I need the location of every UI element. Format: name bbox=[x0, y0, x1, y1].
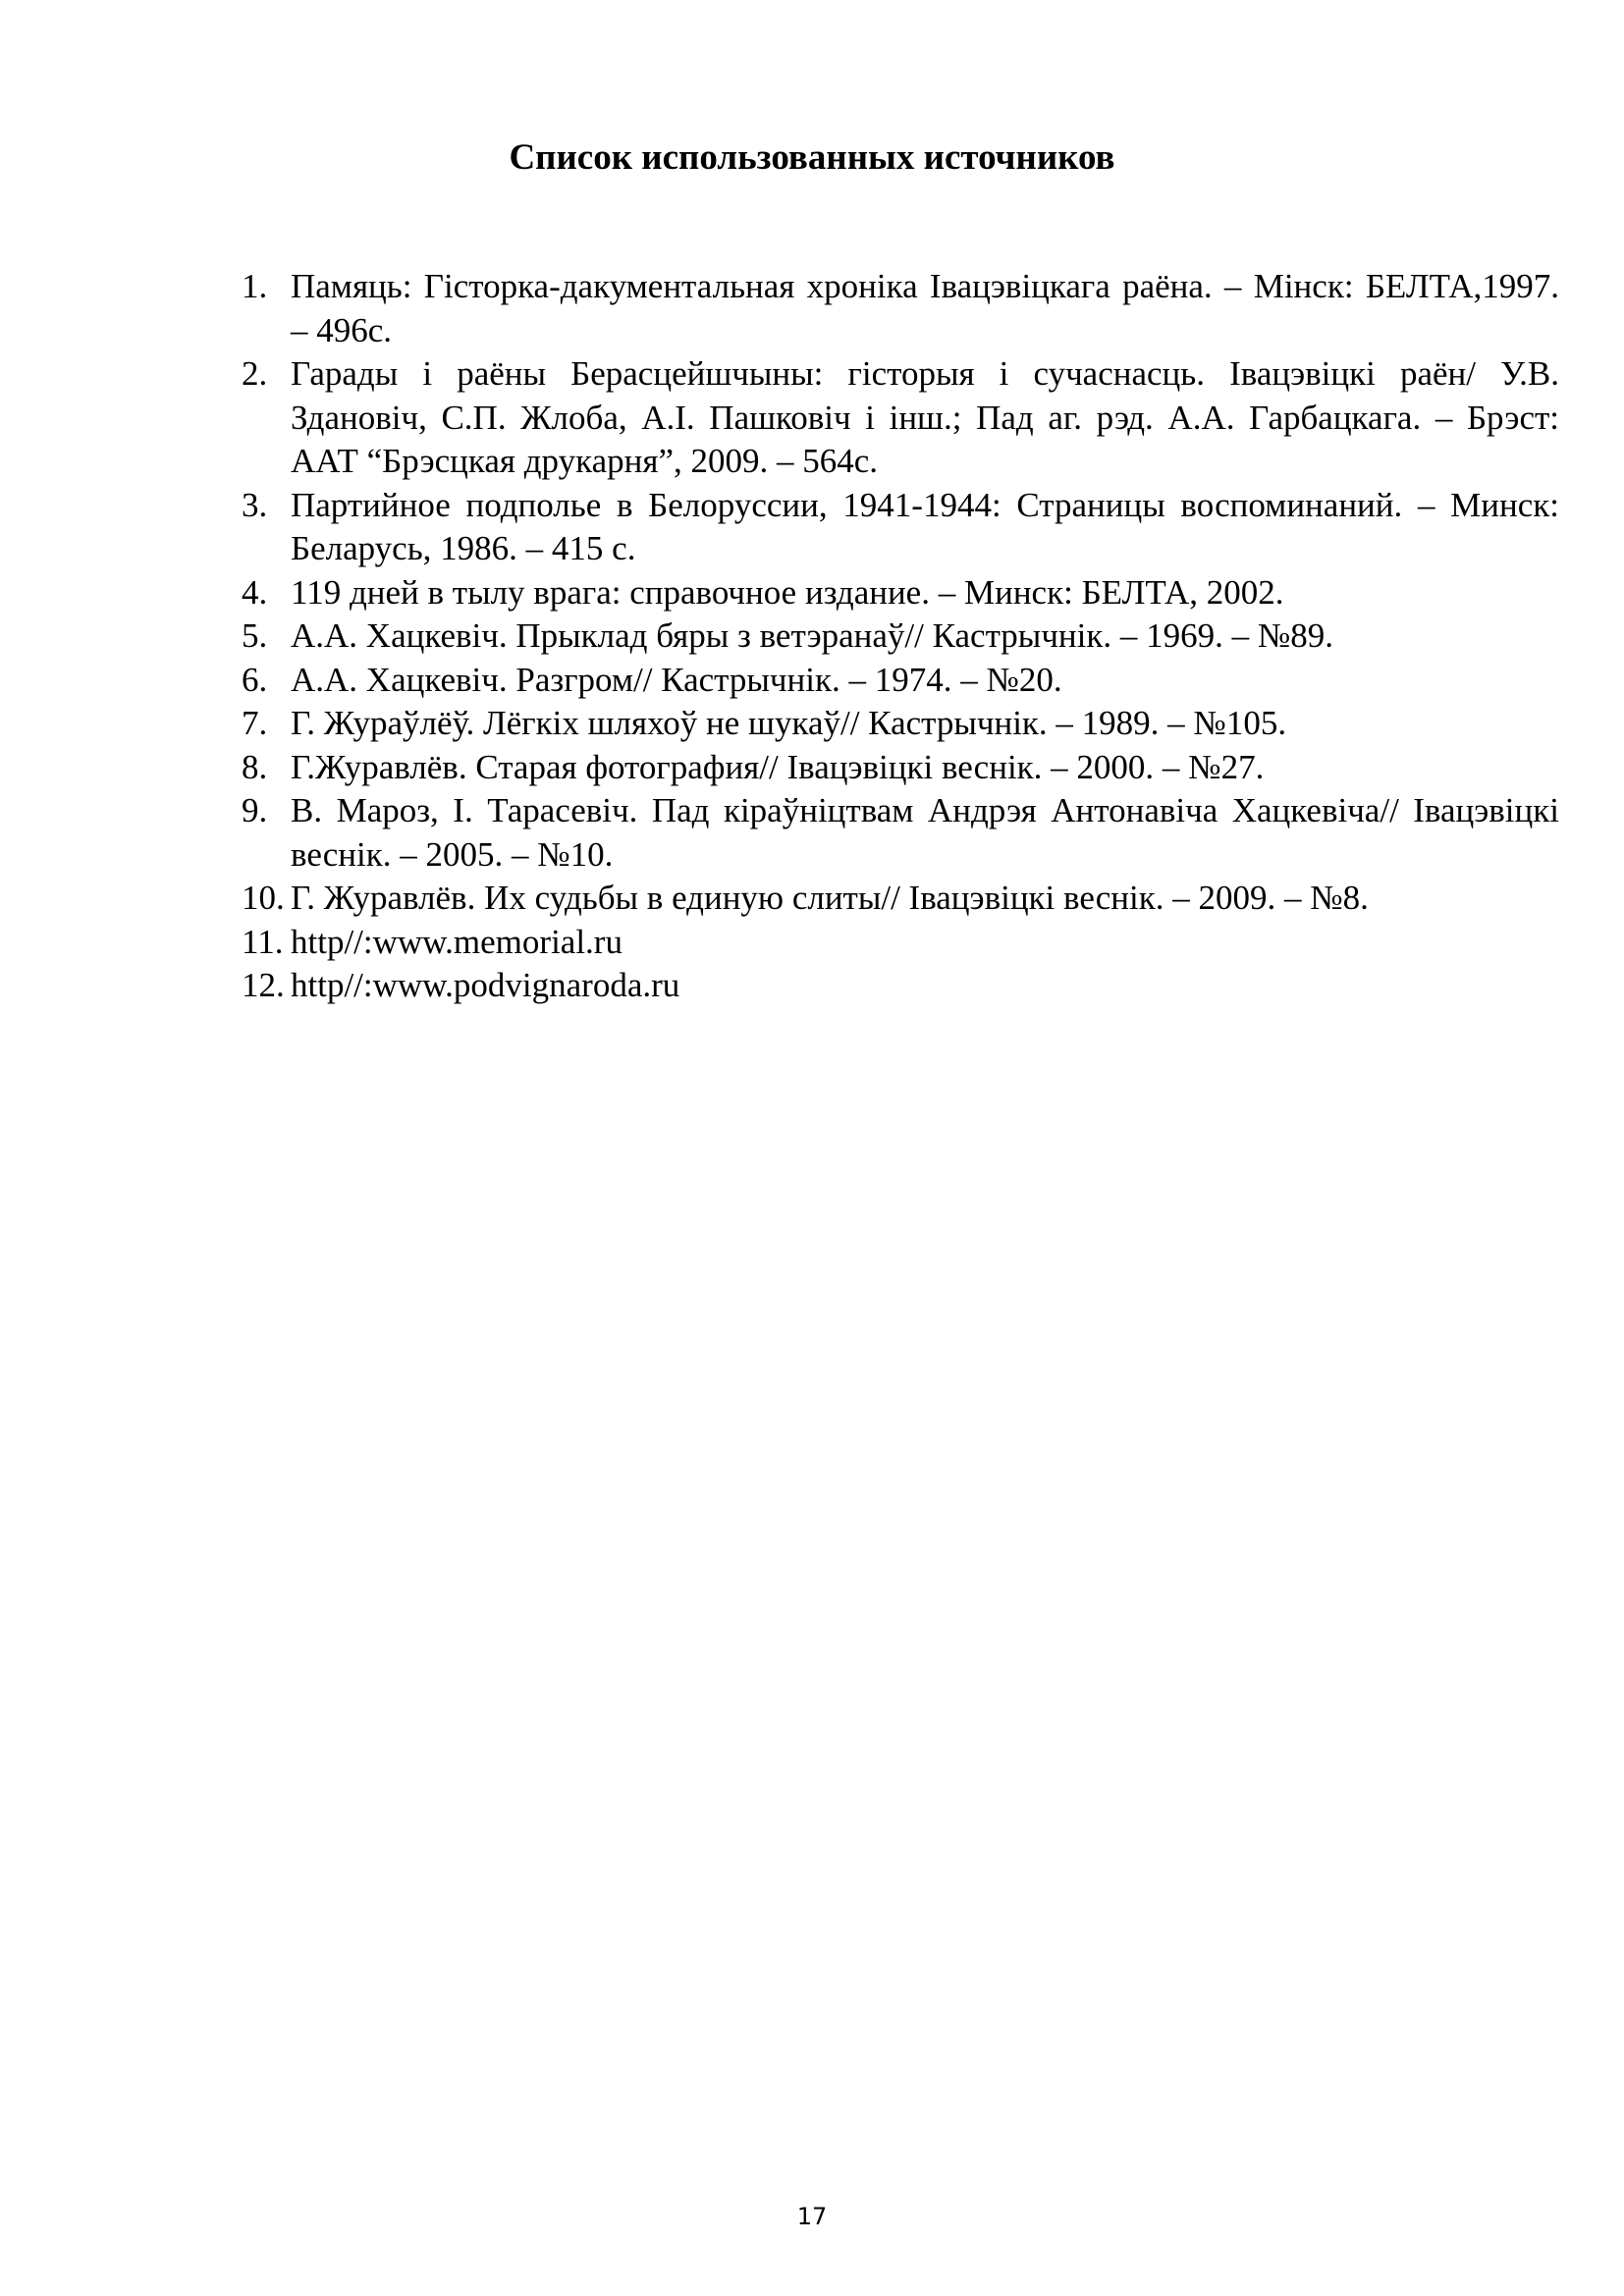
reference-list bbox=[242, 265, 1559, 1008]
list-item bbox=[242, 659, 1559, 703]
list-item-number: 8. bbox=[242, 747, 268, 786]
list-item bbox=[242, 484, 1559, 571]
list-item bbox=[242, 352, 1559, 484]
list-item-number: 7. bbox=[242, 704, 268, 742]
list-item-text: Г. Журавлёв. Их судьбы в единую слиты// Івацэвіцкі веснік. – 2009. – №8. bbox=[291, 879, 1369, 917]
list-item-text: 119 дней в тылу врага: справочное издание. – Минск: БЕЛТА, 2002. bbox=[291, 572, 1284, 612]
list-item bbox=[242, 571, 1559, 615]
list-item-number: 9. bbox=[242, 791, 268, 829]
list-item bbox=[242, 746, 1559, 790]
list-item-number: 1. bbox=[242, 267, 268, 305]
list-item-number: 6. bbox=[242, 660, 268, 699]
list-item-number: 4. bbox=[242, 572, 268, 612]
list-item bbox=[242, 921, 1559, 965]
list-item-number: 5. bbox=[242, 616, 268, 655]
list-item bbox=[242, 877, 1559, 921]
list-item bbox=[242, 265, 1559, 352]
list-item-number: 2. bbox=[242, 354, 268, 393]
list-item bbox=[242, 964, 1559, 1008]
list-item-text: Памяць: Гісторка-дакументальная хроніка Івацэвіцкага раёна. – Мінск: БЕЛТА,1997. – 496с. bbox=[291, 267, 1559, 349]
list-item-link[interactable]: http//:www.podvignaroda.ru bbox=[291, 966, 680, 1004]
list-item-link[interactable]: http//:www.memorial.ru bbox=[291, 922, 623, 961]
list-item-text: Гарады і раёны Берасцейшчыны: гісторыя і сучаснасць. Івацэвіцкі раён/ У.В. Здановіч, С.П. Жлоба, А.І. Пашковіч і інш.; Пад аг. рэд. А.А. Гарбацкага. – Брэст: ААТ “Брэсцкая друкарня”, 2009. – 564с. bbox=[291, 354, 1559, 480]
list-item-text: Г. Жураўлёў. Лёгкіх шляхоў не шукаў// Кастрычнік. – 1989. – №105. bbox=[291, 704, 1287, 742]
list-item bbox=[242, 789, 1559, 877]
list-item-text: Г.Журавлёв. Старая фотография// Івацэвіцкі веснік. – 2000. – №27. bbox=[291, 747, 1265, 786]
list-item bbox=[242, 614, 1559, 659]
page-number: 17 bbox=[796, 2203, 828, 2230]
list-item-text: А.А. Хацкевіч. Разгром// Кастрычнік. – 1974. – №20. bbox=[291, 660, 1062, 699]
list-item-number: 12. bbox=[242, 966, 285, 1004]
list-item-text: В. Мароз, І. Тарасевіч. Пад кіраўніцтвам Андрэя Антонавіча Хацкевіча// Івацэвіцкі веснік. – 2005. – №10. bbox=[291, 791, 1559, 874]
list-item-number: 10. bbox=[242, 879, 285, 917]
list-item-text: Партийное подполье в Белоруссии, 1941-1944: Страницы воспоминаний. – Минск: Беларусь, 1986. – 415 с. bbox=[291, 485, 1559, 567]
page-title: Список использованных источников bbox=[509, 137, 1115, 178]
list-item-text: А.А. Хацкевіч. Прыклад бяры з ветэранаў// Кастрычнік. – 1969. – №89. bbox=[291, 616, 1334, 655]
list-item-number: 3. bbox=[242, 485, 268, 524]
list-item-number: 11. bbox=[242, 922, 284, 961]
list-item bbox=[242, 702, 1559, 746]
